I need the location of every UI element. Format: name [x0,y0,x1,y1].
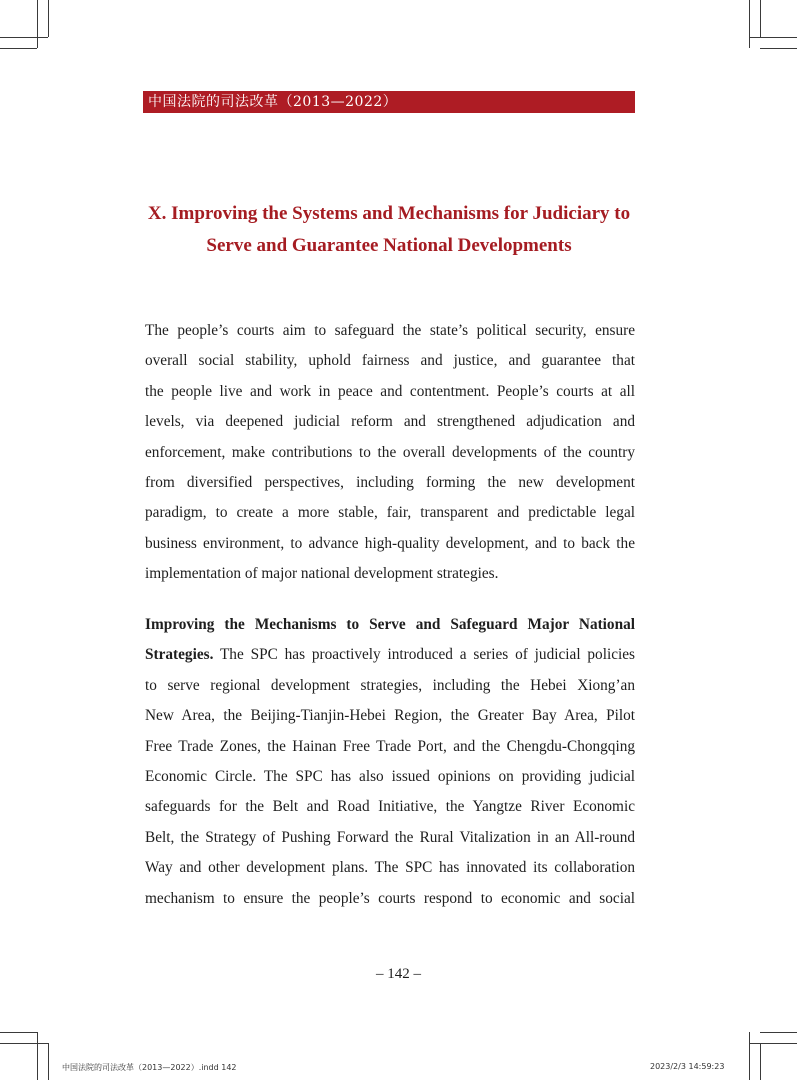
crop-mark [0,1032,37,1033]
text-line: overall social stability, uphold fairness and justice, and guarantee that [145,352,635,370]
section-title-line: Serve and Guarantee National Developments [206,235,572,256]
text-line: paradigm, to create a more stable, fair, transparent and predictable legal [145,504,635,522]
crop-mark [760,1032,797,1033]
text-line: mechanism to ensure the people’s courts respond to economic and social [145,889,635,907]
text-line: levels, via deepened judicial reform and strengthened adjudication and [145,413,635,431]
text-line: to serve regional development strategies, including the Hebei Xiong’an [145,676,635,694]
text-line: safeguards for the Belt and Road Initiative, the Yangtze River Economic [145,798,635,816]
text-line: business environment, to advance high-quality development, and to back the [145,534,635,552]
crop-mark [37,0,38,48]
crop-mark [0,48,37,49]
text-line [145,640,635,670]
crop-mark [37,1032,38,1080]
crop-mark [749,37,797,38]
text-line: the people live and work in peace and contentment. People’s courts at all [145,382,635,400]
running-header [143,91,635,113]
text-line: from diversified perspectives, including forming the new development [145,473,635,491]
print-slug-timestamp: 2023/2/3 14:59:23 [650,1062,725,1071]
paragraph-heading: Strategies. [145,646,214,664]
paragraph [145,610,635,914]
text-line: implementation of major national development strategies. [145,565,499,583]
crop-mark [0,37,48,38]
text-line: Belt, the Strategy of Pushing Forward the Rural Vitalization in an All-round [145,828,635,846]
text-fragment: The SPC has proactively introduced a series of judicial policies [213,646,635,664]
section-title [143,198,635,262]
crop-mark [749,0,750,48]
crop-mark [760,1043,761,1080]
text-line: Free Trade Zones, the Hainan Free Trade Port, and the Chengdu-Chongqing [145,737,635,755]
running-header-text: 中国法院的司法改革（2013—2022） [148,94,398,110]
crop-mark [749,1043,797,1044]
print-slug-filename: 中国法院的司法改革（2013—2022）.indd 142 [62,1063,237,1072]
section-title-line: X. Improving the Systems and Mechanisms for Judiciary to [147,203,631,224]
paragraph-heading: Improving the Mechanisms to Serve and Safeguard Major National [145,616,635,633]
crop-mark [48,1043,49,1080]
text-line: Way and other development plans. The SPC has innovated its collaboration [145,859,635,877]
text-line: New Area, the Beijing-Tianjin-Hebei Region, the Greater Bay Area, Pilot [145,707,635,725]
text-line: Economic Circle. The SPC has also issued opinions on providing judicial [145,767,635,785]
crop-mark [760,48,797,49]
crop-mark [0,1043,48,1044]
crop-mark [760,0,761,37]
paragraph [145,316,635,590]
text-line: The people’s courts aim to safeguard the state’s political security, ensure [145,322,635,339]
crop-mark [48,0,49,37]
text-line: enforcement, make contributions to the overall developments of the country [145,443,635,461]
page-number: – 142 – [376,966,421,982]
crop-mark [749,1032,750,1080]
